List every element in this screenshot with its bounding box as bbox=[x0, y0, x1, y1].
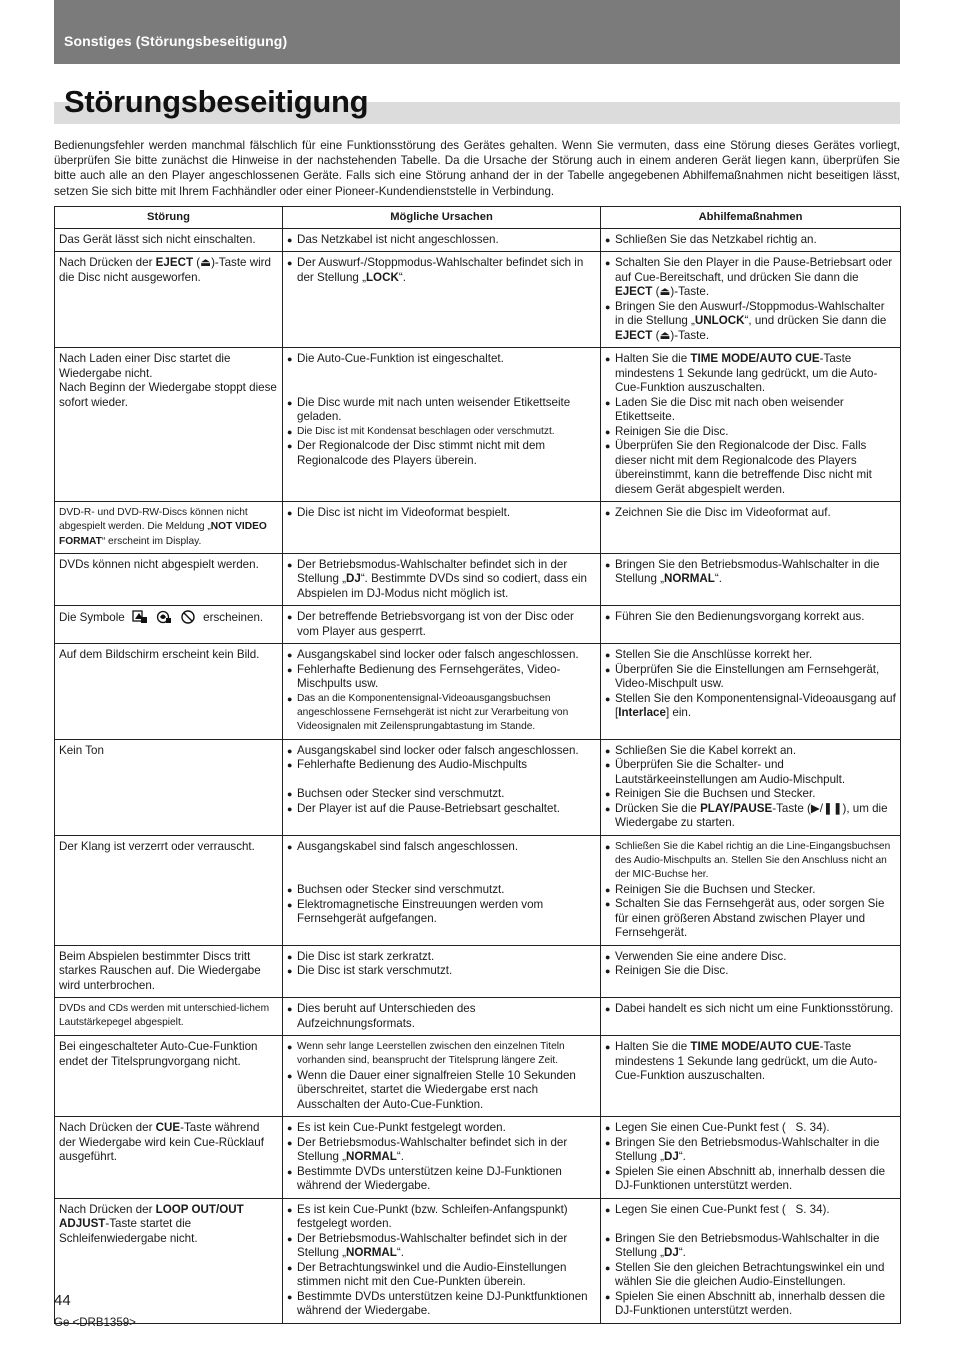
bullet-icon: ● bbox=[605, 1004, 611, 1015]
remedies-cell bbox=[601, 553, 901, 606]
cause-item bbox=[287, 233, 596, 248]
cause-item bbox=[287, 758, 596, 773]
remedies-cell bbox=[601, 998, 901, 1036]
cause-text: Ausgangskabel sind locker oder falsch angeschlossen. bbox=[297, 648, 579, 662]
cause-item bbox=[287, 558, 596, 602]
remedy-text: Schalten Sie das Fernsehgerät aus, oder sorgen Sie für einen größeren Abstand zwischen Player und Fernsehgerät. bbox=[615, 897, 885, 940]
remedy-text: Schließen Sie das Netzkabel richtig an. bbox=[615, 232, 817, 246]
symptom-cell bbox=[55, 945, 283, 998]
bullet-icon: ● bbox=[287, 234, 293, 245]
table-row bbox=[55, 1036, 901, 1117]
remedy-item bbox=[605, 648, 896, 663]
table-row bbox=[55, 1117, 901, 1199]
remedy-item bbox=[605, 802, 896, 831]
bullet-icon: ● bbox=[605, 1262, 611, 1273]
bullet-icon: ● bbox=[605, 508, 611, 518]
cause-item bbox=[287, 1069, 596, 1113]
remedy-text: Spielen Sie einen Abschnitt ab, innerhalb dessen die DJ-Funktionen unterstützt werden. bbox=[615, 1289, 886, 1318]
cause-item bbox=[287, 883, 596, 898]
cause-text: Der betreffende Betriebsvorgang ist von der Disc oder vom Player aus gesperrt. bbox=[297, 610, 574, 638]
document-code: Ge <DRB1359> bbox=[54, 1317, 136, 1329]
remedy-text: Verwenden Sie eine andere Disc. bbox=[615, 949, 787, 963]
symptom-cell bbox=[55, 1036, 283, 1117]
cause-item bbox=[287, 950, 596, 965]
cause-text: Ausgangskabel sind locker oder falsch angeschlossen. bbox=[297, 743, 579, 757]
bullet-icon: ● bbox=[287, 1137, 293, 1148]
symptom-cell bbox=[55, 606, 283, 644]
remedy-item bbox=[605, 610, 896, 625]
remedy-item bbox=[605, 233, 896, 248]
disc-prohibited-icon bbox=[132, 610, 148, 624]
intro-paragraph: Bedienungsfehler werden manchmal fälschlich für eine Funktionsstörung des Gerätes gehalten. Wenn Sie vermuten, dass eine Störung dieses Gerätes vorliegt, überprüfen Sie bitte zunächst die Hinweise in der nachstehenden Tabelle. Da die Ursache der Störung auch in einem anderen Gerät liegen kann, überprüfen Sie bitte auch alle an den Player angeschlossenen Geräte. Falls sich eine Störung anhand der in der Tabelle angegebenen Abhilfemaßnahmen nicht beseitigen lässt, setzen Sie sich bitte mit Ihrem Fachhändler oder einer Pioneer-Kundendienststelle in Verbindung. bbox=[54, 139, 900, 198]
remedy-item bbox=[605, 663, 896, 692]
bullet-icon: ● bbox=[287, 760, 293, 771]
bullet-icon: ● bbox=[287, 1204, 293, 1215]
bullet-icon: ● bbox=[605, 693, 611, 704]
bullet-icon: ● bbox=[287, 1004, 293, 1015]
bullet-icon: ● bbox=[287, 258, 293, 268]
remedy-text: Legen Sie einen Cue-Punkt fest ( S. 34). bbox=[615, 1121, 830, 1135]
page-title: Störungsbeseitigung bbox=[64, 84, 369, 119]
cause-text: Es ist kein Cue-Punkt festgelegt worden. bbox=[297, 1121, 506, 1135]
symptom-cell bbox=[55, 998, 283, 1036]
table-row bbox=[55, 644, 901, 739]
bullet-icon: ● bbox=[287, 612, 293, 623]
causes-cell bbox=[283, 1036, 601, 1117]
symptom-text: Nach Drücken der CUE-Taste während der Wiedergabe wird kein Cue-Rücklauf ausgeführt. bbox=[59, 1121, 264, 1164]
cause-text: Der Betriebsmodus-Wahlschalter befindet sich in der Stellung „NORMAL“. bbox=[297, 1135, 568, 1164]
bullet-icon: ● bbox=[605, 789, 611, 800]
remedy-item bbox=[605, 1002, 896, 1017]
bullet-icon: ● bbox=[287, 966, 293, 977]
remedies-cell bbox=[601, 1198, 901, 1323]
symptom-text: Bei eingeschalteter Auto-Cue-Funktion endet der Titelsprungvorgang nicht. bbox=[59, 1040, 258, 1068]
remedy-text: Bringen Sie den Betriebsmodus-Wahlschalter in die Stellung „NORMAL“. bbox=[615, 557, 880, 586]
cause-text: Das an die Komponentensignal-Videoausgangsbuchsen angeschlossene Fernsehgerät ist nicht zur Verarbeitung von Videosignalen mit Zeilensprungabtastung im Stande. bbox=[297, 692, 569, 733]
bullet-icon: ● bbox=[287, 899, 293, 910]
remedies-cell bbox=[601, 1036, 901, 1117]
cause-text: Der Betriebsmodus-Wahlschalter befindet sich in der Stellung „NORMAL“. bbox=[297, 1231, 568, 1260]
cause-text: Ausgangskabel sind falsch angeschlossen. bbox=[297, 839, 519, 853]
bullet-icon: ● bbox=[605, 899, 611, 910]
cause-text: Wenn die Dauer einer signalfreien Stelle 10 Sekunden überschreitet, startet die Wiedergabe erst nach Ausschalten der Auto-Cue-Funktion. bbox=[297, 1068, 576, 1111]
cause-text: Fehlerhafte Bedienung des Fernsehgerätes, Video-Mischpults usw. bbox=[297, 662, 561, 691]
bullet-icon: ● bbox=[287, 1291, 293, 1302]
bullet-icon: ● bbox=[287, 1042, 293, 1053]
remedy-text: Bringen Sie den Auswurf-/Stoppmodus-Wahlschalter in die Stellung „UNLOCK“, und drücken Sie dann die EJECT (⏏)-Taste. bbox=[615, 299, 887, 342]
symptom-cell bbox=[55, 252, 283, 348]
cause-item bbox=[287, 840, 596, 855]
cause-item bbox=[287, 1121, 596, 1136]
remedy-text: Halten Sie die TIME MODE/AUTO CUE-Taste mindestens 1 Sekunde lang gedrückt, um die Auto-Cue-Funktion auszuschalten. bbox=[615, 1040, 878, 1083]
symptom-text: Nach Drücken der LOOP OUT/OUT ADJUST-Taste startet die Schleifenwiedergabe nicht. bbox=[59, 1202, 244, 1245]
remedies-cell bbox=[601, 739, 901, 835]
remedy-item bbox=[605, 558, 896, 587]
remedy-text: Reinigen Sie die Disc. bbox=[615, 964, 729, 978]
cause-text: Die Disc ist mit Kondensat beschlagen oder verschmutzt. bbox=[297, 425, 555, 437]
bullet-icon: ● bbox=[287, 841, 293, 852]
remedies-cell bbox=[601, 606, 901, 644]
cause-item bbox=[287, 744, 596, 759]
cause-item bbox=[287, 1203, 596, 1232]
troubleshooting-table bbox=[54, 206, 901, 1324]
bullet-icon: ● bbox=[605, 426, 611, 437]
symptom-text: Nach Drücken der EJECT (⏏)-Taste wird die Disc nicht ausgeworfen. bbox=[59, 256, 271, 284]
bullet-icon: ● bbox=[605, 301, 611, 312]
remedy-item bbox=[605, 744, 896, 759]
table-header-row bbox=[55, 207, 901, 229]
bullet-icon: ● bbox=[605, 1291, 611, 1302]
remedies-cell bbox=[601, 1117, 901, 1199]
cause-item bbox=[287, 692, 596, 735]
remedies-cell bbox=[601, 348, 901, 502]
bullet-icon: ● bbox=[287, 1166, 293, 1177]
remedy-text: Laden Sie die Disc mit nach oben weisender Etikettseite. bbox=[615, 395, 844, 423]
remedy-item bbox=[605, 439, 896, 497]
remedy-text: Zeichnen Sie die Disc im Videoformat auf. bbox=[615, 506, 831, 519]
cause-text: Das Netzkabel ist nicht angeschlossen. bbox=[297, 232, 499, 246]
page-number: 44 bbox=[54, 1292, 71, 1309]
cause-item bbox=[287, 1261, 596, 1290]
remedy-text: Stellen Sie den Komponentensignal-Videoausgang auf [Interlace] ein. bbox=[615, 691, 896, 720]
bullet-icon: ● bbox=[287, 1123, 293, 1134]
remedies-cell bbox=[601, 228, 901, 252]
bullet-icon: ● bbox=[605, 841, 611, 852]
bullet-icon: ● bbox=[287, 789, 293, 800]
bullet-icon: ● bbox=[605, 1042, 611, 1053]
causes-cell bbox=[283, 945, 601, 998]
bullet-icon: ● bbox=[605, 612, 611, 623]
bullet-icon: ● bbox=[287, 397, 293, 408]
cause-text: Es ist kein Cue-Punkt (bzw. Schleifen-Anfangspunkt) festgelegt worden. bbox=[297, 1202, 568, 1231]
symptom-text: Nach Laden einer Disc startet die Wiedergabe nicht. bbox=[59, 352, 231, 380]
table-body bbox=[55, 228, 901, 1323]
bullet-icon: ● bbox=[605, 803, 611, 814]
cause-item bbox=[287, 898, 596, 927]
bullet-icon: ● bbox=[605, 354, 611, 364]
cause-text: Elektromagnetische Einstreuungen werden vom Fernsehgerät aufgefangen. bbox=[297, 897, 544, 926]
bullet-icon: ● bbox=[287, 803, 293, 814]
cause-item bbox=[287, 1165, 596, 1194]
cause-item bbox=[287, 439, 596, 468]
remedy-text: Reinigen Sie die Buchsen und Stecker. bbox=[615, 882, 816, 896]
symptom-cell bbox=[55, 739, 283, 835]
cause-text: Der Betrachtungswinkel und die Audio-Einstellungen stimmen nicht mit den Cue-Punkten überein. bbox=[297, 1260, 567, 1289]
remedy-text: Stellen Sie den gleichen Betrachtungswinkel ein und wählen Sie die gleichen Audio-Einstellungen. bbox=[615, 1260, 885, 1289]
cause-item bbox=[287, 802, 596, 817]
symptom-text: Beim Abspielen bestimmter Discs tritt starkes Rauschen auf. Die Wiedergabe wird unterbrochen. bbox=[59, 949, 261, 992]
bullet-icon: ● bbox=[287, 426, 293, 437]
prohibited-icon bbox=[180, 610, 196, 624]
cause-text: Der Auswurf-/Stoppmodus-Wahlschalter befindet sich in der Stellung „LOCK“. bbox=[297, 256, 584, 284]
remedy-item bbox=[605, 964, 896, 979]
remedy-item bbox=[605, 425, 896, 440]
table-row bbox=[55, 606, 901, 644]
bullet-icon: ● bbox=[605, 664, 611, 675]
bullet-icon: ● bbox=[605, 397, 611, 408]
causes-cell bbox=[283, 502, 601, 554]
page-title-block bbox=[54, 84, 900, 128]
bullet-icon: ● bbox=[605, 951, 611, 962]
remedy-text: Überprüfen Sie die Einstellungen am Fernsehgerät, Video-Mischpult usw. bbox=[615, 662, 880, 691]
symptom-cell bbox=[55, 835, 283, 945]
remedy-text: Bringen Sie den Betriebsmodus-Wahlschalter in die Stellung „DJ“. bbox=[615, 1135, 880, 1164]
cause-item bbox=[287, 648, 596, 663]
remedy-item bbox=[605, 1232, 896, 1261]
symptom-cell bbox=[55, 228, 283, 252]
remedy-item bbox=[605, 1040, 896, 1084]
cause-item bbox=[287, 506, 596, 521]
remedy-item bbox=[605, 1290, 896, 1319]
bullet-icon: ● bbox=[287, 650, 293, 661]
cause-item bbox=[287, 1002, 596, 1031]
remedy-text: Halten Sie die TIME MODE/AUTO CUE-Taste mindestens 1 Sekunde lang gedrückt, um die Auto-Cue-Funktion auszuschalten. bbox=[615, 352, 878, 394]
section-header-band bbox=[54, 0, 900, 64]
symptom-cell bbox=[55, 348, 283, 502]
cause-item bbox=[287, 1040, 596, 1069]
remedies-cell bbox=[601, 502, 901, 554]
causes-cell bbox=[283, 228, 601, 252]
cause-text: Die Disc ist stark verschmutzt. bbox=[297, 964, 453, 978]
table-row bbox=[55, 348, 901, 502]
causes-cell bbox=[283, 606, 601, 644]
bullet-icon: ● bbox=[287, 1262, 293, 1273]
cause-text: Der Betriebsmodus-Wahlschalter befindet sich in der Stellung „DJ“. Bestimmte DVDs sind so codiert, dass ein Abspielen im DJ-Modus nicht möglich ist. bbox=[297, 557, 587, 600]
bullet-icon: ● bbox=[287, 441, 293, 451]
remedy-item bbox=[605, 396, 896, 425]
remedy-text: Reinigen Sie die Disc. bbox=[615, 424, 729, 438]
bullet-icon: ● bbox=[605, 1166, 611, 1177]
causes-cell bbox=[283, 553, 601, 606]
cause-item bbox=[287, 396, 596, 425]
bullet-icon: ● bbox=[605, 258, 611, 268]
column-header-causes: Mögliche Ursachen bbox=[283, 207, 601, 229]
bullet-icon: ● bbox=[605, 884, 611, 895]
remedy-item bbox=[605, 506, 896, 521]
symptom-text: DVDs and CDs werden mit unterschied-lichem Lautstärkepegel abgespielt. bbox=[59, 1003, 270, 1029]
cause-text: Bestimmte DVDs unterstützen keine DJ-Punktfunktionen während der Wiedergabe. bbox=[297, 1289, 588, 1318]
remedy-text: Dabei handelt es sich nicht um eine Funktionsstörung. bbox=[615, 1002, 894, 1016]
bullet-icon: ● bbox=[287, 1233, 293, 1244]
bullet-icon: ● bbox=[605, 760, 611, 771]
column-header-symptom: Störung bbox=[55, 207, 283, 229]
symptom-text: Nach Beginn der Wiedergabe stoppt diese sofort wieder. bbox=[59, 381, 277, 409]
table-row bbox=[55, 835, 901, 945]
bullet-icon: ● bbox=[287, 664, 293, 675]
causes-cell bbox=[283, 739, 601, 835]
cause-text: Die Auto-Cue-Funktion ist eingeschaltet. bbox=[297, 352, 504, 365]
remedy-item bbox=[605, 692, 896, 721]
remedy-text: Spielen Sie einen Abschnitt ab, innerhalb dessen die DJ-Funktionen unterstützt werden. bbox=[615, 1164, 886, 1193]
remedy-text: Schließen Sie die Kabel korrekt an. bbox=[615, 743, 797, 757]
table-row bbox=[55, 228, 901, 252]
bullet-icon: ● bbox=[287, 1070, 293, 1081]
hand-prohibited-icon bbox=[156, 610, 172, 624]
bullet-icon: ● bbox=[605, 650, 611, 661]
table-row bbox=[55, 553, 901, 606]
remedy-text: Stellen Sie die Anschlüsse korrekt her. bbox=[615, 648, 813, 662]
remedy-item bbox=[605, 787, 896, 802]
table-row bbox=[55, 998, 901, 1036]
cause-text: Der Player ist auf die Pause-Betriebsart geschaltet. bbox=[297, 801, 560, 815]
symptom-text: Die Symbole erscheinen. bbox=[59, 611, 264, 625]
bullet-icon: ● bbox=[605, 966, 611, 977]
symptom-text: DVDs können nicht abgespielt werden. bbox=[59, 557, 259, 571]
remedy-text: Schließen Sie die Kabel richtig an die Line-Eingangsbuchsen des Audio-Mischpults an. Stellen Sie den Anschluss nicht an der MIC-Buchse her. bbox=[615, 840, 891, 881]
causes-cell bbox=[283, 644, 601, 739]
causes-cell bbox=[283, 348, 601, 502]
section-title: Sonstiges (Störungsbeseitigung) bbox=[64, 33, 288, 49]
remedy-item bbox=[605, 897, 896, 941]
remedy-text: Überprüfen Sie die Schalter- und Lautstärkeeinstellungen am Audio-Mischpult. bbox=[615, 758, 846, 786]
bullet-icon: ● bbox=[287, 745, 293, 756]
bullet-icon: ● bbox=[605, 1137, 611, 1148]
remedies-cell bbox=[601, 835, 901, 945]
remedy-item bbox=[605, 300, 896, 344]
symptom-cell bbox=[55, 1198, 283, 1323]
symptom-text: Auf dem Bildschirm erscheint kein Bild. bbox=[59, 648, 260, 662]
remedy-item bbox=[605, 1261, 896, 1290]
cause-text: Bestimmte DVDs unterstützen keine DJ-Funktionen während der Wiedergabe. bbox=[297, 1164, 562, 1193]
remedies-cell bbox=[601, 252, 901, 348]
cause-text: Die Disc ist nicht im Videoformat bespielt. bbox=[297, 506, 511, 519]
causes-cell bbox=[283, 1198, 601, 1323]
cause-item bbox=[287, 1290, 596, 1319]
remedy-text: Reinigen Sie die Buchsen und Stecker. bbox=[615, 787, 816, 801]
causes-cell bbox=[283, 998, 601, 1036]
remedy-item bbox=[605, 1121, 896, 1136]
column-header-remedies: Abhilfemaßnahmen bbox=[601, 207, 901, 229]
bullet-icon: ● bbox=[605, 559, 611, 570]
cause-item bbox=[287, 1136, 596, 1165]
cause-text: Dies beruht auf Unterschieden des Aufzeichnungsformats. bbox=[297, 1002, 476, 1030]
cause-text: Buchsen oder Stecker sind verschmutzt. bbox=[297, 787, 505, 801]
bullet-icon: ● bbox=[605, 1123, 611, 1134]
bullet-icon: ● bbox=[287, 559, 293, 570]
symptom-cell bbox=[55, 644, 283, 739]
remedy-item bbox=[605, 1165, 896, 1194]
remedy-item bbox=[605, 950, 896, 965]
cause-item bbox=[287, 1232, 596, 1261]
cause-text: Der Regionalcode der Disc stimmt nicht mit dem Regionalcode des Players überein. bbox=[297, 439, 546, 467]
remedy-text: Bringen Sie den Betriebsmodus-Wahlschalter in die Stellung „DJ“. bbox=[615, 1231, 880, 1260]
cause-item bbox=[287, 352, 596, 367]
bullet-icon: ● bbox=[287, 885, 293, 896]
bullet-icon: ● bbox=[605, 1204, 611, 1215]
symptom-cell bbox=[55, 502, 283, 554]
cause-item bbox=[287, 663, 596, 692]
remedy-text: Drücken Sie die PLAY/PAUSE-Taste (▶/❚❚), um die Wiedergabe zu starten. bbox=[615, 801, 888, 830]
remedy-item bbox=[605, 352, 896, 396]
bullet-icon: ● bbox=[287, 354, 293, 364]
cause-item bbox=[287, 256, 596, 285]
remedy-item bbox=[605, 883, 896, 898]
symptom-text: DVD-R- und DVD-RW-Discs können nicht abgespielt werden. Die Meldung „NOT VIDEO FORMAT“ erscheint im Display. bbox=[59, 507, 267, 547]
remedy-item bbox=[605, 1136, 896, 1165]
symptom-cell bbox=[55, 553, 283, 606]
bullet-icon: ● bbox=[287, 951, 293, 962]
cause-text: Wenn sehr lange Leerstellen zwischen den einzelnen Titeln vorhanden sind, beansprucht der Titelsprung längere Zeit. bbox=[297, 1041, 565, 1067]
cause-text: Fehlerhafte Bedienung des Audio-Mischpults bbox=[297, 758, 528, 772]
causes-cell bbox=[283, 252, 601, 348]
remedy-item bbox=[605, 256, 896, 300]
symptom-cell bbox=[55, 1117, 283, 1199]
remedy-text: Schalten Sie den Player in die Pause-Betriebsart oder auf Cue-Bereitschaft, und drücken Sie dann die EJECT (⏏)-Taste. bbox=[615, 256, 893, 298]
remedy-text: Führen Sie den Bedienungsvorgang korrekt aus. bbox=[615, 610, 865, 624]
bullet-icon: ● bbox=[605, 441, 611, 451]
causes-cell bbox=[283, 835, 601, 945]
causes-cell bbox=[283, 1117, 601, 1199]
table-row bbox=[55, 252, 901, 348]
remedy-text: Legen Sie einen Cue-Punkt fest ( S. 34). bbox=[615, 1202, 830, 1216]
cause-text: Die Disc wurde mit nach unten weisender Etikettseite geladen. bbox=[297, 395, 571, 423]
bullet-icon: ● bbox=[605, 1233, 611, 1244]
remedy-item bbox=[605, 758, 896, 787]
remedy-item bbox=[605, 840, 896, 883]
bullet-icon: ● bbox=[605, 745, 611, 756]
cause-text: Buchsen oder Stecker sind verschmutzt. bbox=[297, 883, 505, 897]
table-row bbox=[55, 739, 901, 835]
bullet-icon: ● bbox=[605, 234, 611, 245]
remedies-cell bbox=[601, 644, 901, 739]
symptom-text: Das Gerät lässt sich nicht einschalten. bbox=[59, 232, 256, 246]
cause-item bbox=[287, 787, 596, 802]
symptom-text: Kein Ton bbox=[59, 743, 104, 757]
cause-item bbox=[287, 425, 596, 440]
bullet-icon: ● bbox=[287, 508, 293, 518]
cause-text: Die Disc ist stark zerkratzt. bbox=[297, 949, 435, 963]
symptom-text: Der Klang ist verzerrt oder verrauscht. bbox=[59, 839, 255, 853]
remedy-item bbox=[605, 1203, 896, 1218]
table-row bbox=[55, 945, 901, 998]
bullet-icon: ● bbox=[287, 693, 293, 704]
cause-item bbox=[287, 610, 596, 639]
table-row bbox=[55, 1198, 901, 1323]
remedy-text: Überprüfen Sie den Regionalcode der Disc. Falls dieser nicht mit dem Regionalcode des Players übereinstimmt, kann die betreffende Disc nicht mit diesem Gerät abgespielt werden. bbox=[615, 439, 872, 496]
cause-item bbox=[287, 964, 596, 979]
table-row bbox=[55, 502, 901, 554]
remedies-cell bbox=[601, 945, 901, 998]
